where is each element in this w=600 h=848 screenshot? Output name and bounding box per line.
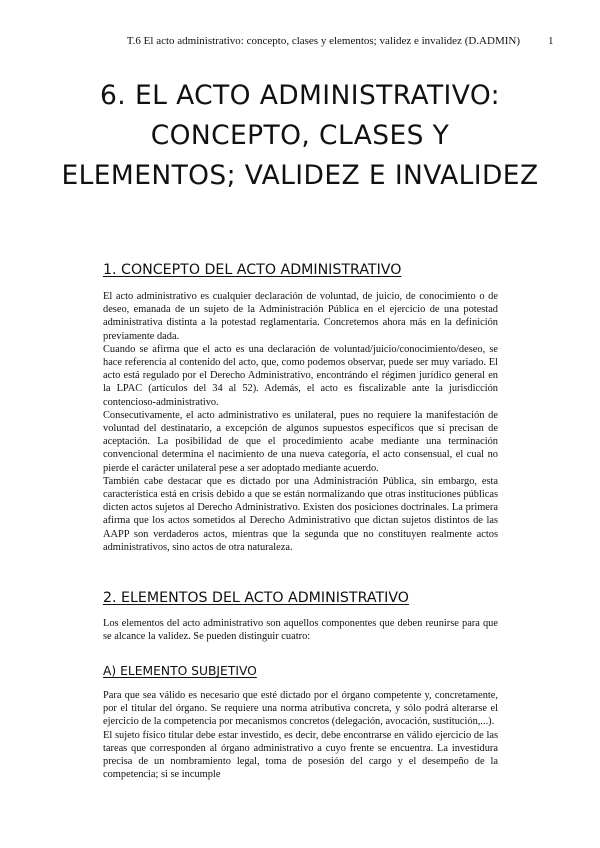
paragraph: Los elementos del acto administrativo son aquellos componentes que deben reunirse para que se alcance la validez. Se pueden distinguir cuatro:	[103, 618, 498, 643]
paragraph: También cabe destacar que es dictado por una Administración Pública, sin embargo, esta característica está en crisis debido a que se están normalizando que otras instituciones públicas dicten actos sujetos al Derecho Administrativo. Existen dos posiciones doctrinales. La primera afirma que los actos sometidos al Derecho Administrativo que dictan sujetos distintos de las AAPP son verdaderos actos, mientras que la segunda que no constituyen realmente actos administrativos, sino actos de otra naturaleza.	[103, 475, 498, 553]
paragraph: Cuando se afirma que el acto es una declaración de voluntad/juicio/conocimiento/deseo, se hace referencia al contenido del acto, que, como podemos observar, puede ser muy variado. El acto está regulado por el Derecho Administrativo, encontrándo el régimen jurídico general en la LPAC (artículos del 34 al 52). Además, el acto es fiscalizable ante la jurisdicción contencioso-administrativo.	[103, 343, 498, 408]
paragraph: Consecutivamente, el acto administrativo es unilateral, pues no requiere la manifestación de voluntad del destinatario, a excepción de algunos supuestos específicos que sí precisan de aceptación. La posibilidad de que el procedimiento acabe mediante una terminación convencional determina el nacimiento de una nueva categoría, el acto consensual, el cual no pierde el carácter unilateral pese a ser adoptado mediante acuerdo.	[103, 409, 498, 474]
subsection-heading-elemento-subjetivo: A) ELEMENTO SUBJETIVO	[103, 664, 257, 678]
section-body-concepto	[103, 290, 498, 554]
section-heading-elementos: 2. ELEMENTOS DEL ACTO ADMINISTRATIVO	[103, 590, 409, 606]
page-number: 1	[548, 35, 554, 47]
document-title: 6. EL ACTO ADMINISTRATIVO: CONCEPTO, CLASES Y ELEMENTOS; VALIDEZ E INVALIDEZ	[61, 80, 539, 191]
section-body-elementos	[103, 617, 498, 643]
paragraph: El acto administrativo es cualquier declaración de voluntad, de juicio, de conocimiento o de deseo, emanada de un sujeto de la Administración Pública en el ejercicio de una potestad administrativa distinta a la potestad reglamentaria. Concretemos ahora más en la definición previamente dada.	[103, 291, 498, 342]
running-header: T.6 El acto administrativo: concepto, clases y elementos; validez e invalidez (D.ADMIN)	[126, 35, 520, 47]
section-heading-concepto: 1. CONCEPTO DEL ACTO ADMINISTRATIVO	[103, 262, 402, 278]
paragraph: Para que sea válido es necesario que esté dictado por el órgano competente y, concretamente, por el titular del órgano. Se requiere una norma atributiva concreta, y sólo podrá alterarse el ejercicio de la competencia por mecanismos concretos (delegación, avocación, sustitución,...).	[103, 690, 498, 728]
paragraph: El sujeto físico titular debe estar investido, es decir, debe encontrarse en válido ejercicio de las tareas que corresponden al órgano administrativo a cuyo frente se encuentra. La investidura precisa de un nombramiento legal, toma de posesión del cargo y el desempeño de la competencia; si se incumple	[103, 729, 498, 781]
subsection-body-elemento-subjetivo	[103, 689, 498, 781]
